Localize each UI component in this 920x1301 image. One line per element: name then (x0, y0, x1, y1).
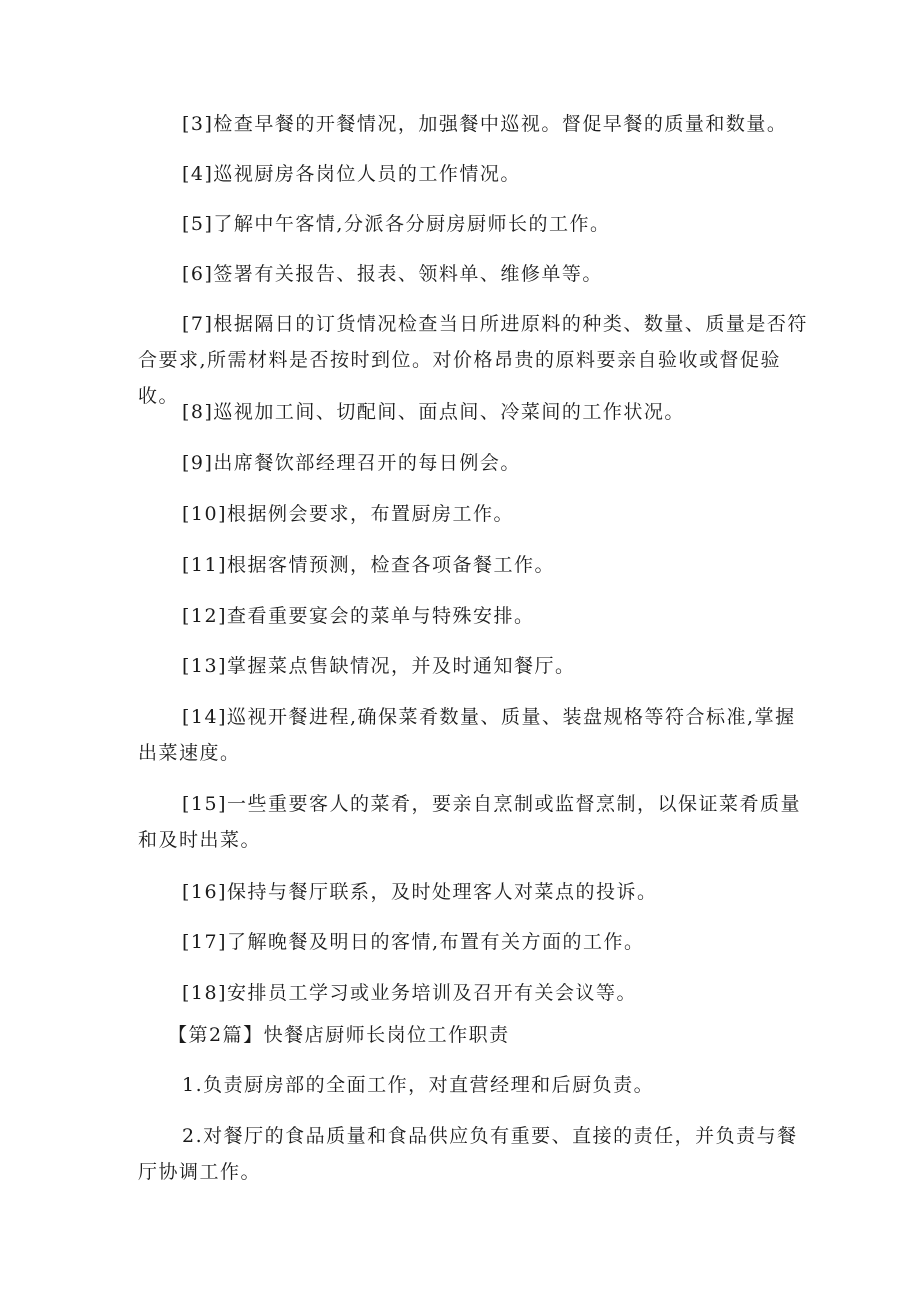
paragraph-11: [11]根据客情预测，检查各项备餐工作。 (182, 554, 556, 576)
paragraph-16: [16]保持与餐厅联系，及时处理客人对菜点的投诉。 (182, 881, 658, 903)
paragraph-12: [12]查看重要宴会的菜单与特殊安排。 (182, 605, 535, 627)
paragraph-4: [4]巡视厨房各岗位人员的工作情况。 (182, 163, 521, 185)
paragraph-8: [8]巡视加工间、切配间、面点间、冷菜间的工作状况。 (182, 401, 685, 423)
numbered-item-2: 2.对餐厅的食品质量和食品供应负有重要、直接的责任，并负责与餐厅协调工作。 (138, 1125, 798, 1183)
section-heading: 【第2篇】快餐店厨师长岗位工作职责 (168, 1024, 510, 1046)
paragraph-5: [5]了解中午客情,分派各分厨房厨师长的工作。 (182, 213, 611, 235)
paragraph-15: [15]一些重要客人的菜肴，要亲自烹制或监督烹制，以保证菜肴质量和及时出菜。 (138, 793, 802, 851)
paragraph-9: [9]出席餐饮部经理召开的每日例会。 (182, 452, 521, 474)
numbered-item-1: 1.负责厨房部的全面工作，对直营经理和后厨负责。 (182, 1074, 655, 1096)
paragraph-18: [18]安排员工学习或业务培训及召开有关会议等。 (182, 982, 638, 1004)
paragraph-13: [13]掌握菜点售缺情况，并及时通知餐厅。 (182, 655, 576, 677)
paragraph-7: [7]根据隔日的订货情况检查当日所进原料的种类、数量、质量是否符合要求,所需材料是否按时到位。对价格昂贵的原料要亲自验收或督促验收。 (138, 313, 808, 407)
paragraph-10: [10]根据例会要求，布置厨房工作。 (182, 503, 515, 525)
paragraph-14: [14]巡视开餐进程,确保菜肴数量、质量、装盘规格等符合标准,掌握出菜速度。 (138, 706, 796, 764)
paragraph-17: [17]了解晚餐及明日的客情,布置有关方面的工作。 (182, 931, 645, 953)
paragraph-6: [6]签署有关报告、报表、领料单、维修单等。 (182, 263, 603, 285)
paragraph-3: [3]检查早餐的开餐情况，加强餐中巡视。督促早餐的质量和数量。 (182, 113, 788, 135)
